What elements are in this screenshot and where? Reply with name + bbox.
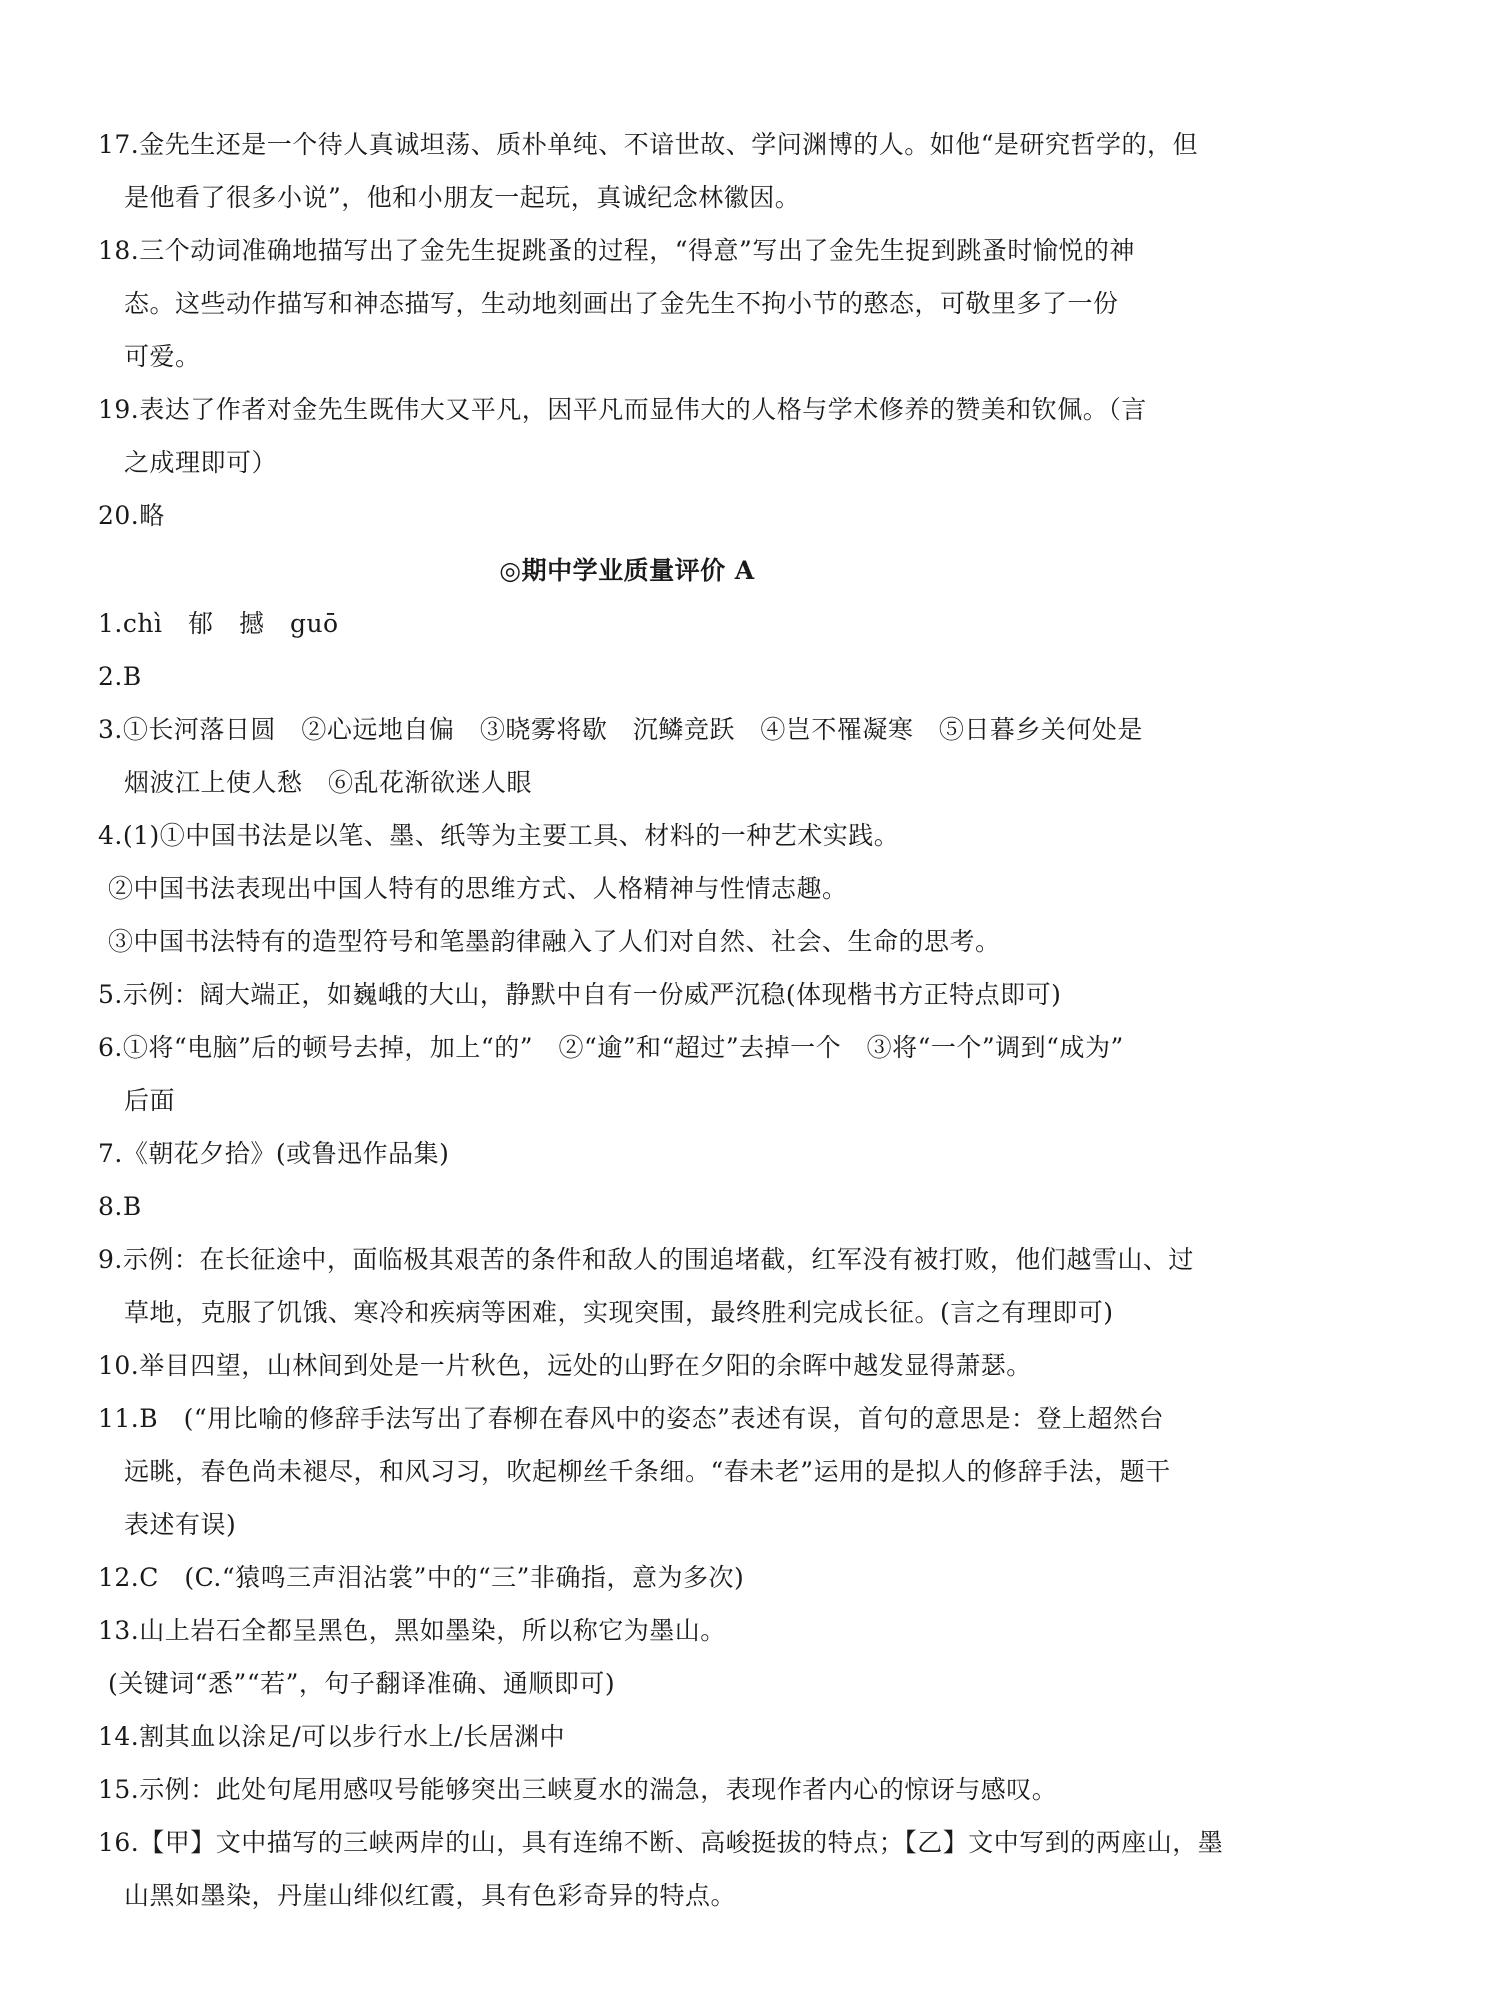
answer-item: 10.举目四望，山林间到处是一片秋色，远处的山野在夕阳的余晖中越发显得萧瑟。 (98, 1351, 1032, 1380)
answer-item: 18.三个动词准确地描写出了金先生捉跳蚤的过程，“得意”写出了金先生捉到跳蚤时愉悦的神 (98, 236, 1135, 265)
answer-item: 1.chì 郁 撼 guō (98, 609, 339, 638)
answer-item: 4.(1)①中国书法是以笔、墨、纸等为主要工具、材料的一种艺术实践。 (98, 821, 900, 850)
section-heading: ◎期中学业质量评价 A (499, 556, 755, 585)
answer-item-continuation: 之成理即可） (124, 448, 278, 477)
answer-item-continuation: 后面 (124, 1086, 176, 1115)
answer-item-continuation: ②中国书法表现出中国人特有的思维方式、人格精神与性情志趣。 (108, 874, 848, 903)
answer-item: 2.B (98, 662, 142, 691)
answer-item: 6.①将“电脑”后的顿号去掉，加上“的” ②“逾”和“超过”去掉一个 ③将“一个”调到“成为” (98, 1033, 1124, 1062)
answer-item: 8.B (98, 1192, 142, 1221)
answer-item: 16.【甲】文中描写的三峡两岸的山，具有连绵不断、高峻挺拔的特点；【乙】文中写到的两座山，墨 (98, 1828, 1224, 1857)
answer-item: 19.表达了作者对金先生既伟大又平凡，因平凡而显伟大的人格与学术修养的赞美和钦佩。（言 (98, 395, 1147, 424)
answer-item: 3.①长河落日圆 ②心远地自偏 ③晓雾将歇 沉鳞竞跃 ④岂不罹凝寒 ⑤日暮乡关何处是 (98, 715, 1143, 744)
answer-item: 5.示例：阔大端正，如巍峨的大山，静默中自有一份威严沉稳(体现楷书方正特点即可) (98, 980, 1062, 1009)
answer-item-continuation: 山黑如墨染，丹崖山绯似红霞，具有色彩奇异的特点。 (124, 1881, 737, 1910)
answer-item-continuation: 表述有误) (124, 1510, 237, 1539)
answer-item-continuation: 烟波江上使人愁 ⑥乱花渐欲迷人眼 (124, 768, 533, 797)
answer-item: 13.山上岩石全都呈黑色，黑如墨染，所以称它为墨山。 (98, 1616, 726, 1645)
answer-item-continuation: ③中国书法特有的造型符号和笔墨韵律融入了人们对自然、社会、生命的思考。 (108, 927, 1001, 956)
answer-item-continuation: 态。这些动作描写和神态描写，生动地刻画出了金先生不拘小节的憨态，可敬里多了一份 (124, 289, 1119, 318)
answer-item-continuation: (关键词“悉”“若”，句子翻译准确、通顺即可) (108, 1669, 616, 1698)
answer-item-continuation: 远眺，春色尚未褪尽，和风习习，吹起柳丝千条细。“春未老”运用的是拟人的修辞手法，题干 (124, 1457, 1171, 1486)
answer-item-continuation: 草地，克服了饥饿、寒冷和疾病等困难，实现突围，最终胜利完成长征。(言之有理即可) (124, 1298, 1114, 1327)
answer-item: 17.金先生还是一个待人真诚坦荡、质朴单纯、不谙世故、学问渊博的人。如他“是研究哲学的，但 (98, 130, 1199, 159)
answer-item: 9.示例：在长征途中，面临极其艰苦的条件和敌人的围追堵截，红军没有被打败，他们越雪山、过 (98, 1245, 1194, 1274)
answer-item: 7.《朝花夕拾》(或鲁迅作品集) (98, 1139, 450, 1168)
answer-item: 15.示例：此处句尾用感叹号能够突出三峡夏水的湍急，表现作者内心的惊讶与感叹。 (98, 1775, 1058, 1804)
answer-item: 11.B (“用比喻的修辞手法写出了春柳在春风中的姿态”表述有误，首句的意思是：登上超然台 (98, 1404, 1164, 1433)
answer-item: 12.C (C.“猿鸣三声泪沾裳”中的“三”非确指，意为多次) (98, 1563, 745, 1592)
answer-item: 14.割其血以涂足/可以步行水上/长居渊中 (98, 1722, 566, 1751)
answer-item: 20.略 (98, 501, 165, 530)
answer-item-continuation: 是他看了很多小说”，他和小朋友一起玩，真诚纪念林徽因。 (124, 183, 801, 212)
answer-item-continuation: 可爱。 (124, 342, 201, 371)
